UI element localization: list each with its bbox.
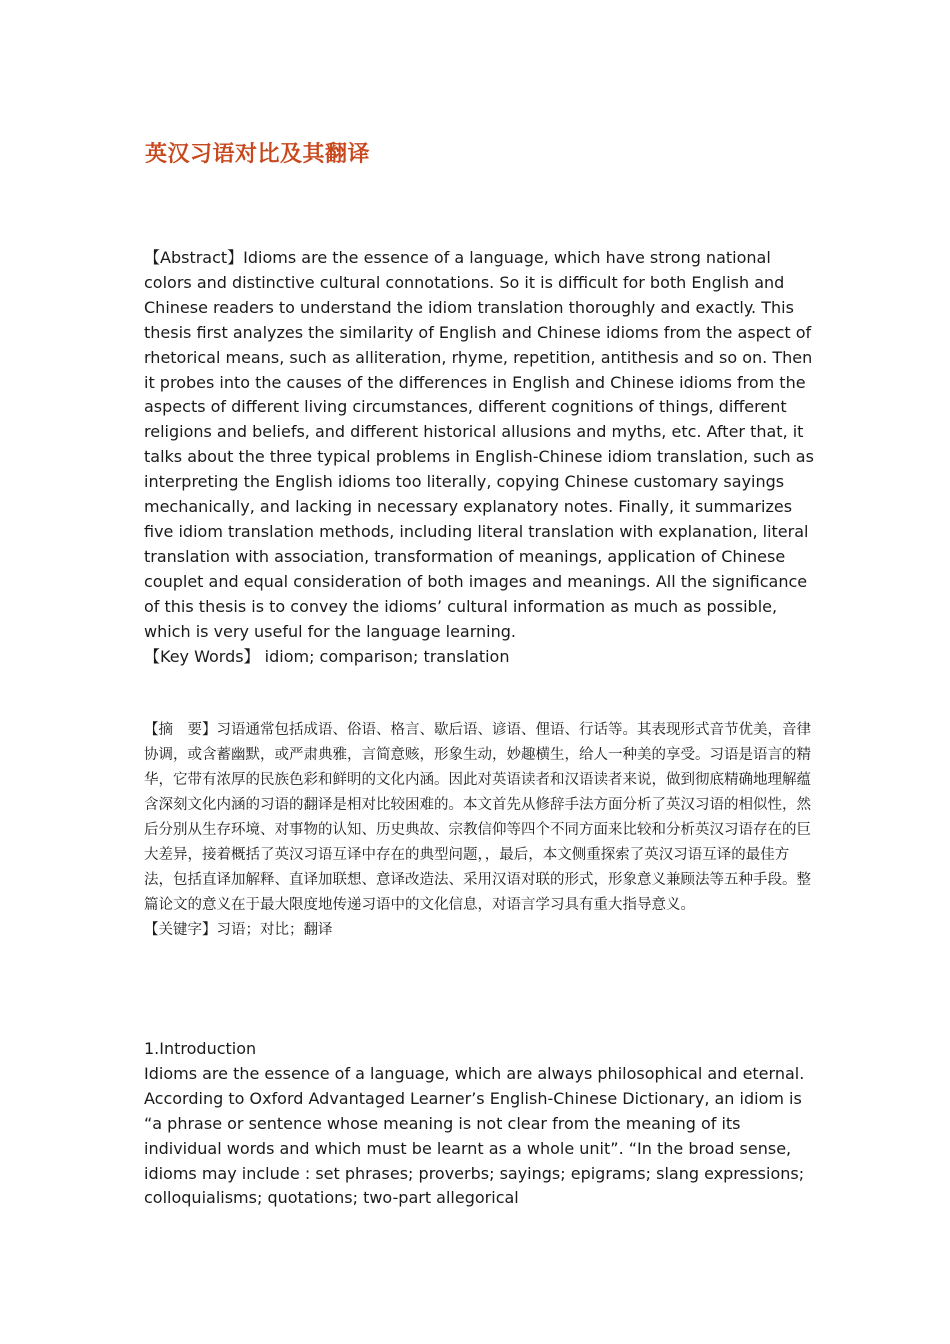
- introduction-heading: 1.Introduction: [144, 1039, 257, 1058]
- document-title: 英汉习语对比及其翻译: [145, 141, 371, 167]
- chinese-keywords: [144, 918, 816, 943]
- chinese-abstract-text: 习语通常包括成语、俗语、格言、歇后语、谚语、俚语、行话等。其表现形式音节优美，音律协调，或含蓄幽默，或严肃典雅，言简意赅，形象生动，妙趣横生，给人一种美的享受。习语是语言的精华，它带有浓厚的民族色彩和鲜明的文化内涵。因此对英语读者和汉语读者来说，做到彻底精确地理解蕴含深刻文化内涵的习语的翻译是相对比较困难的。本文首先从修辞手法方面分析了英汉习语的相似性，然后分别从生存环境、对事物的认知、历史典故、宗教信仰等四个不同方面来比较和分析英汉习语存在的巨大差异，接着概括了英汉习语互译中存在的典型问题，，最后，本文侧重探索了英汉习语互译的最佳方法，包括直译加解释、直译加联想、意译改造法、采用汉语对联的形式，形象意义兼顾法等五种手段。整篇论文的意义在于最大限度地传递习语中的文化信息，对语言学习具有重大指导意义。: [144, 722, 811, 913]
- introduction-section: [144, 1037, 816, 1211]
- english-keywords: [144, 645, 816, 670]
- chinese-abstract: [144, 718, 816, 943]
- english-abstract: [144, 246, 816, 669]
- introduction-text: Idioms are the essence of a language, which are always philosophical and eternal. According to Oxford Advantaged Learner’s English-Chinese Dictionary, an idiom is “a phrase or sentence whose meaning is not clear from the meaning of its individual words and which must be learnt as a whole unit”. “In the broad sense, idioms may include : set phrases; proverbs; sayings; epigrams; slang expressions; colloquialisms; quotations; two-part allegorical: [144, 1063, 805, 1208]
- chinese-keywords-label: 【关键字】: [144, 922, 217, 938]
- english-abstract-text: Idioms are the essence of a language, which have strong national colors and distinctive cultural connotations. So it is difficult for both English and Chinese readers to understand the idiom translation thoroughly and exactly. This thesis first analyzes the similarity of English and Chinese idioms from the aspect of rhetorical means, such as alliteration, rhyme, repetition, antithesis and so on. Then it probes into the causes of the differences in English and Chinese idioms from the aspects of different living circumstances, different cognitions of things, different religions and beliefs, and different historical allusions and myths, etc. After that, it talks about the three typical problems in English-Chinese idiom translation, such as interpreting the English idioms too literally, copying Chinese customary sayings mechanically, and lacking in necessary explanatory notes. Finally, it summarizes five idiom translation methods, including literal translation with explanation, literal translation with association, transformation of meanings, application of Chinese couplet and equal consideration of both images and meanings. All the significance of this thesis is to convey the idioms’ cultural information as much as possible, which is very useful for the language learning.: [144, 248, 814, 641]
- english-keywords-label: 【Key Words】: [144, 646, 260, 666]
- english-keywords-value: idiom; comparison; translation: [264, 646, 510, 666]
- english-abstract-label: 【Abstract】: [144, 248, 244, 267]
- chinese-abstract-label: 【摘 要】: [144, 722, 217, 738]
- chinese-keywords-value: 习语；对比；翻译: [216, 922, 333, 938]
- english-abstract-paragraph: [144, 246, 816, 645]
- chinese-abstract-paragraph: [144, 718, 816, 918]
